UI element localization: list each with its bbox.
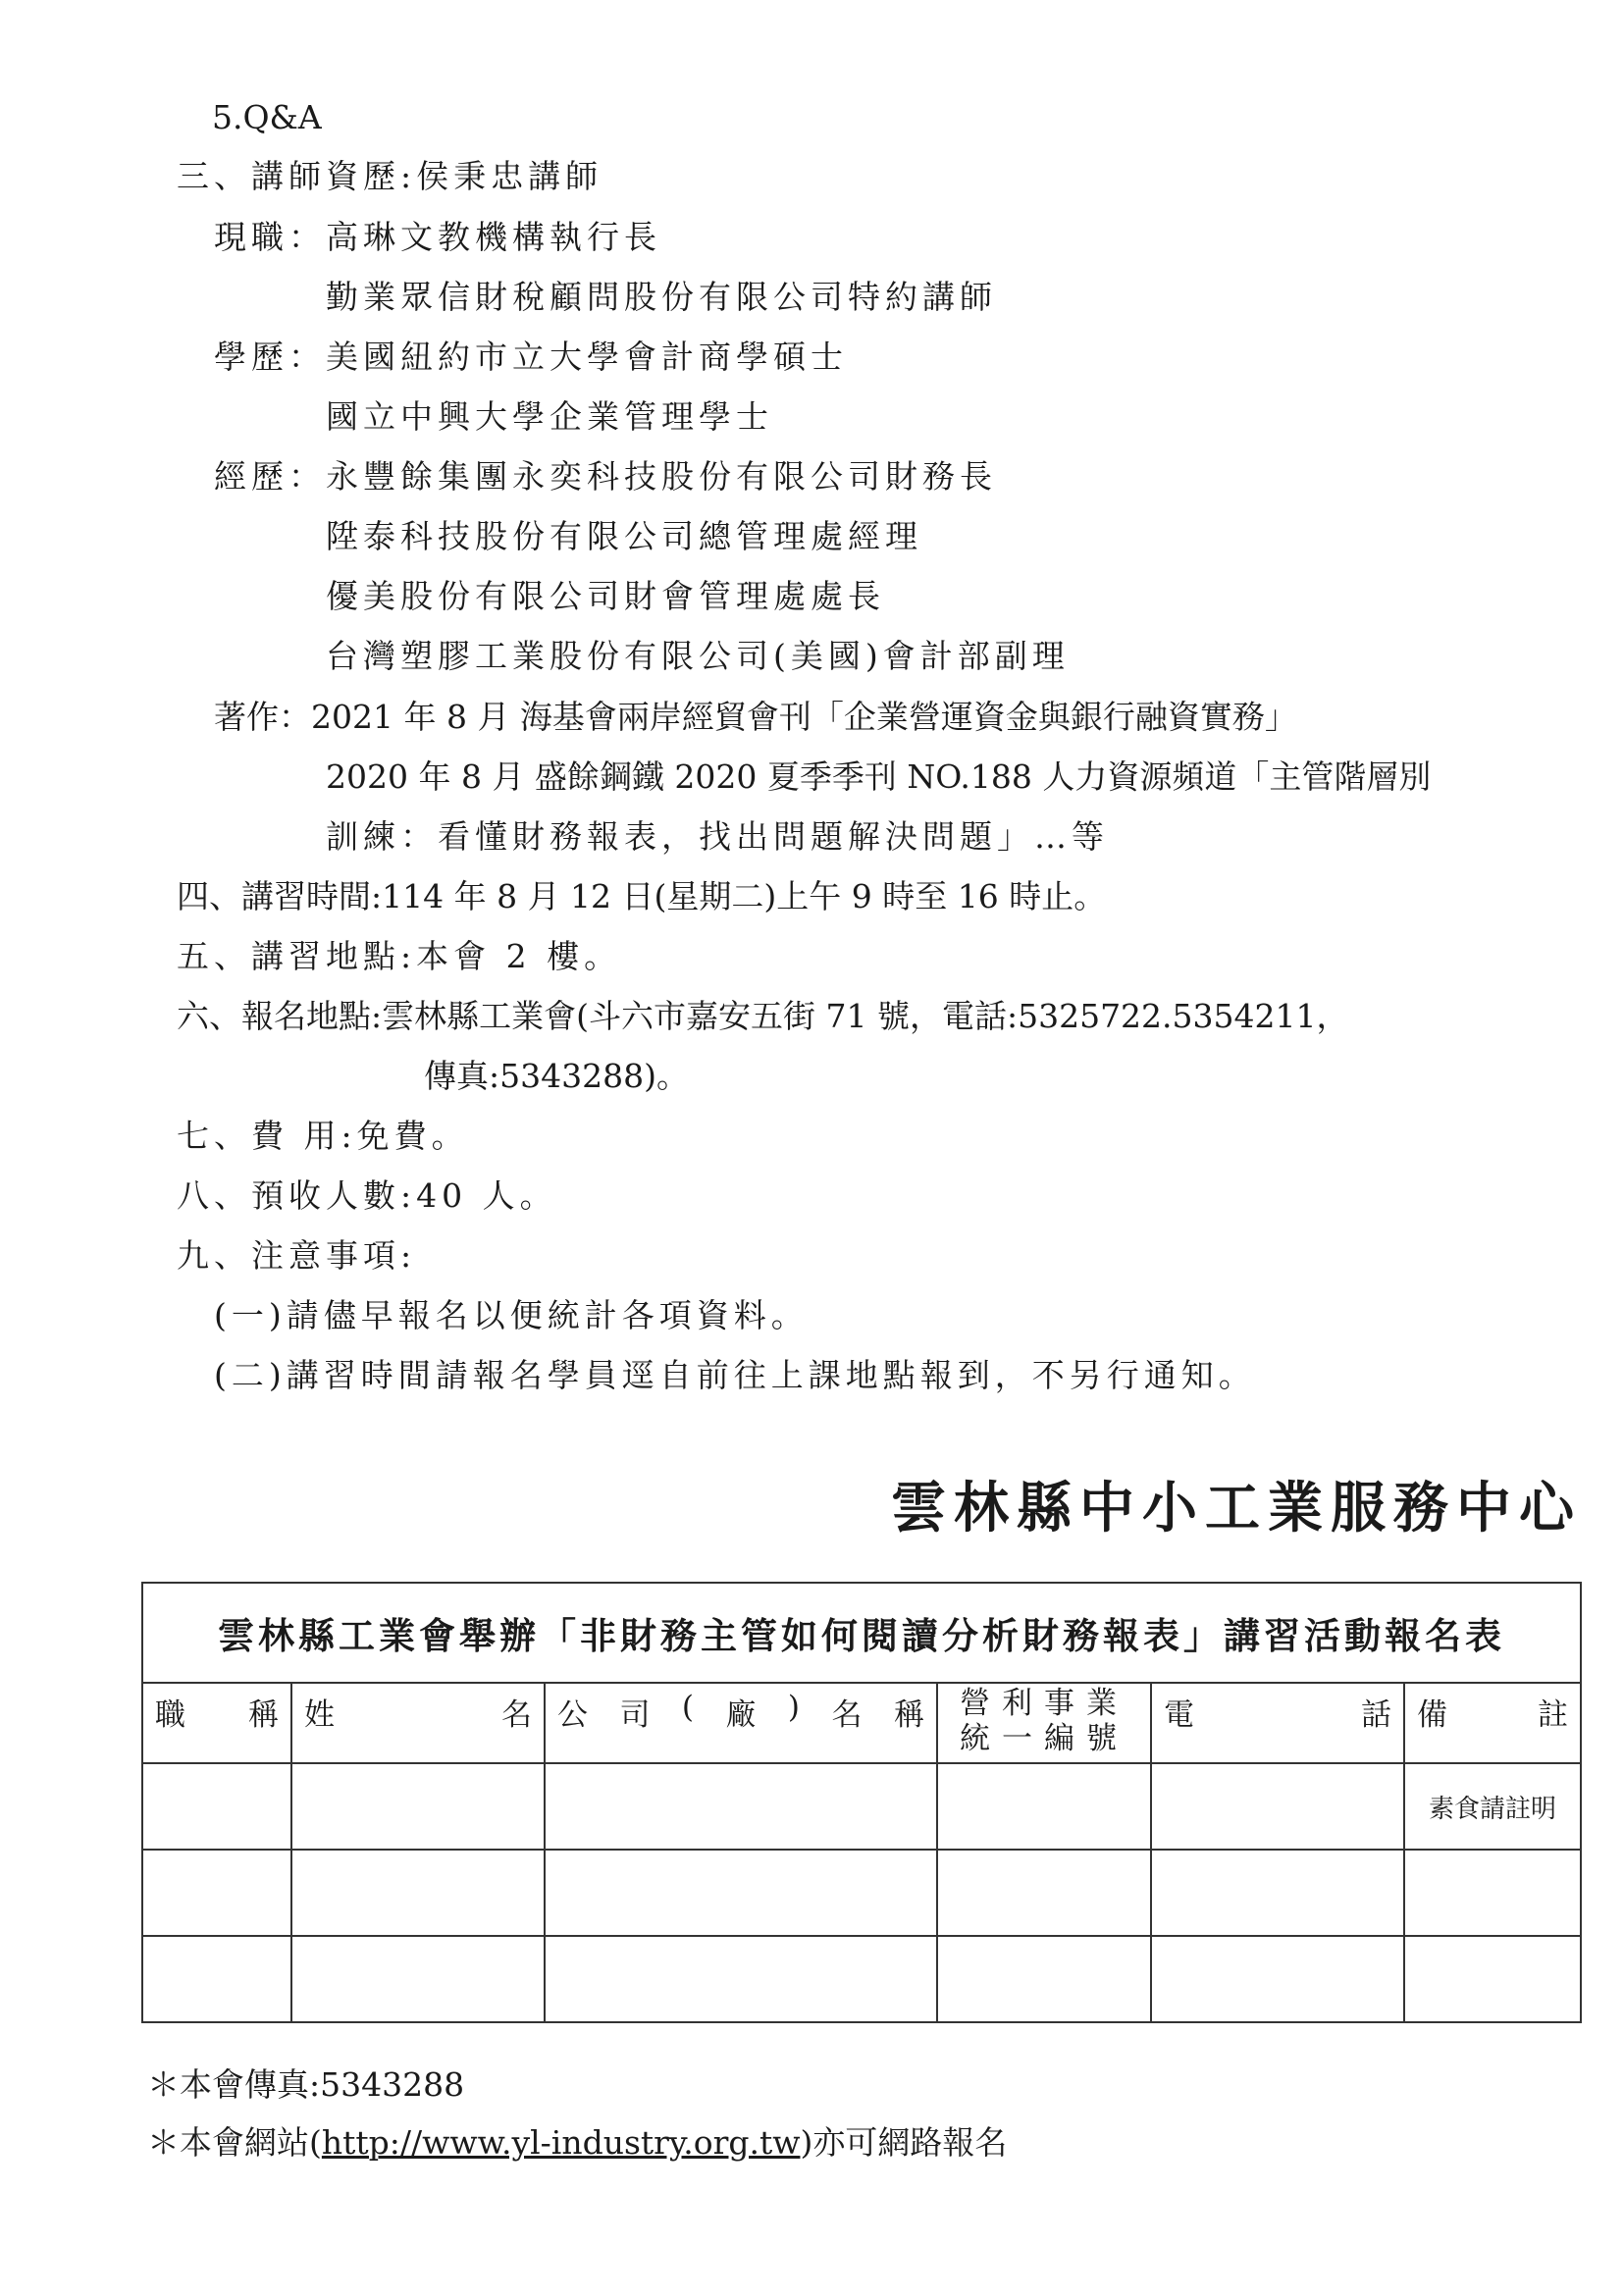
footer-fax: ＊本會傳真:5343288 — [147, 2065, 465, 2104]
form-cell[interactable] — [545, 1763, 937, 1850]
registration-form — [141, 1582, 1582, 2023]
col-header-phone: 電 話 — [1151, 1683, 1404, 1763]
section-notes: 九、注意事項: — [177, 1236, 417, 1275]
form-cell[interactable] — [937, 1850, 1151, 1936]
col-header-company: 公 司 ( 廠 ) 名 稱 — [545, 1683, 937, 1763]
table-row — [142, 1850, 1581, 1936]
experience-2: 陞泰科技股份有限公司總管理處經理 — [326, 517, 922, 555]
publication-2: 2020 年 8 月 盛餘鋼鐵 2020 夏季季刊 NO.188 人力資源頻道「主管階層別 — [326, 757, 1432, 796]
current-position-1: 現職：高琳文教機構執行長 — [214, 218, 661, 256]
qa-item: 5.Q&A — [212, 98, 322, 136]
footer-website-prefix: ＊本會網站( — [147, 2123, 322, 2162]
remark-note: 素食請註明 — [1404, 1763, 1581, 1850]
form-cell[interactable] — [1151, 1936, 1404, 2022]
form-cell[interactable] — [291, 1850, 545, 1936]
current-position-2: 勤業眾信財稅顧問股份有限公司特約講師 — [326, 278, 997, 316]
form-cell[interactable] — [937, 1936, 1151, 2022]
education-2: 國立中興大學企業管理學士 — [326, 397, 773, 436]
form-cell[interactable] — [142, 1850, 291, 1936]
experience-1: 經歷：永豐餘集團永奕科技股份有限公司財務長 — [214, 457, 997, 496]
form-cell[interactable] — [1151, 1763, 1404, 1850]
section-capacity: 八、預收人數:40 人。 — [177, 1176, 557, 1215]
form-cell[interactable] — [1404, 1936, 1581, 2022]
section-location: 五、講習地點:本會 2 樓。 — [177, 937, 622, 975]
table-row — [142, 1763, 1581, 1850]
form-cell[interactable] — [937, 1763, 1151, 1850]
col-header-remark: 備 註 — [1404, 1683, 1581, 1763]
table-row — [142, 1936, 1581, 2022]
form-cell[interactable] — [545, 1850, 937, 1936]
experience-4: 台灣塑膠工業股份有限公司(美國)會計部副理 — [326, 637, 1070, 675]
footer-website-suffix: )亦可網路報名 — [800, 2123, 1008, 2162]
col-header-title: 職 稱 — [142, 1683, 291, 1763]
note-2: (二)講習時間請報名學員逕自前往上課地點報到，不另行通知。 — [214, 1356, 1256, 1394]
note-1: (一)請儘早報名以便統計各項資料。 — [214, 1296, 809, 1334]
form-header-row — [142, 1683, 1581, 1763]
col-header-tax-id: 營利事業 統一編號 — [937, 1683, 1151, 1763]
form-cell[interactable] — [142, 1763, 291, 1850]
form-title: 雲林縣工業會舉辦「非財務主管如何閱讀分析財務報表」講習活動報名表 — [142, 1583, 1581, 1683]
section-instructor: 三、講師資歷:侯秉忠講師 — [177, 157, 603, 195]
footer-website — [147, 2123, 1007, 2163]
form-cell[interactable] — [142, 1936, 291, 2022]
form-cell[interactable] — [291, 1763, 545, 1850]
publication-1: 著作：2021 年 8 月 海基會兩岸經貿會刊「企業營運資金與銀行融資實務」 — [214, 698, 1297, 736]
form-cell[interactable] — [545, 1936, 937, 2022]
form-cell[interactable] — [1404, 1850, 1581, 1936]
col-header-name: 姓 名 — [291, 1683, 545, 1763]
section-time: 四、講習時間:114 年 8 月 12 日(星期二)上午 9 時至 16 時止。 — [177, 877, 1107, 915]
education-1: 學歷：美國紐約市立大學會計商學碩士 — [214, 338, 848, 376]
experience-3: 優美股份有限公司財會管理處處長 — [326, 577, 885, 615]
website-link[interactable]: http://www.yl-industry.org.tw — [321, 2123, 801, 2162]
form-cell[interactable] — [1151, 1850, 1404, 1936]
section-registration-fax: 傳真:5343288)。 — [424, 1057, 689, 1095]
publication-3: 訓練：看懂財務報表，找出問題解決問題」…等 — [326, 817, 1109, 856]
form-cell[interactable] — [291, 1936, 545, 2022]
organization-name: 雲林縣中小工業服務中心 — [891, 1476, 1582, 1540]
section-fee: 七、費 用:免費。 — [177, 1117, 469, 1155]
section-registration-place: 六、報名地點:雲林縣工業會(斗六市嘉安五街 71 號，電話:5325722.5354211， — [177, 997, 1349, 1035]
